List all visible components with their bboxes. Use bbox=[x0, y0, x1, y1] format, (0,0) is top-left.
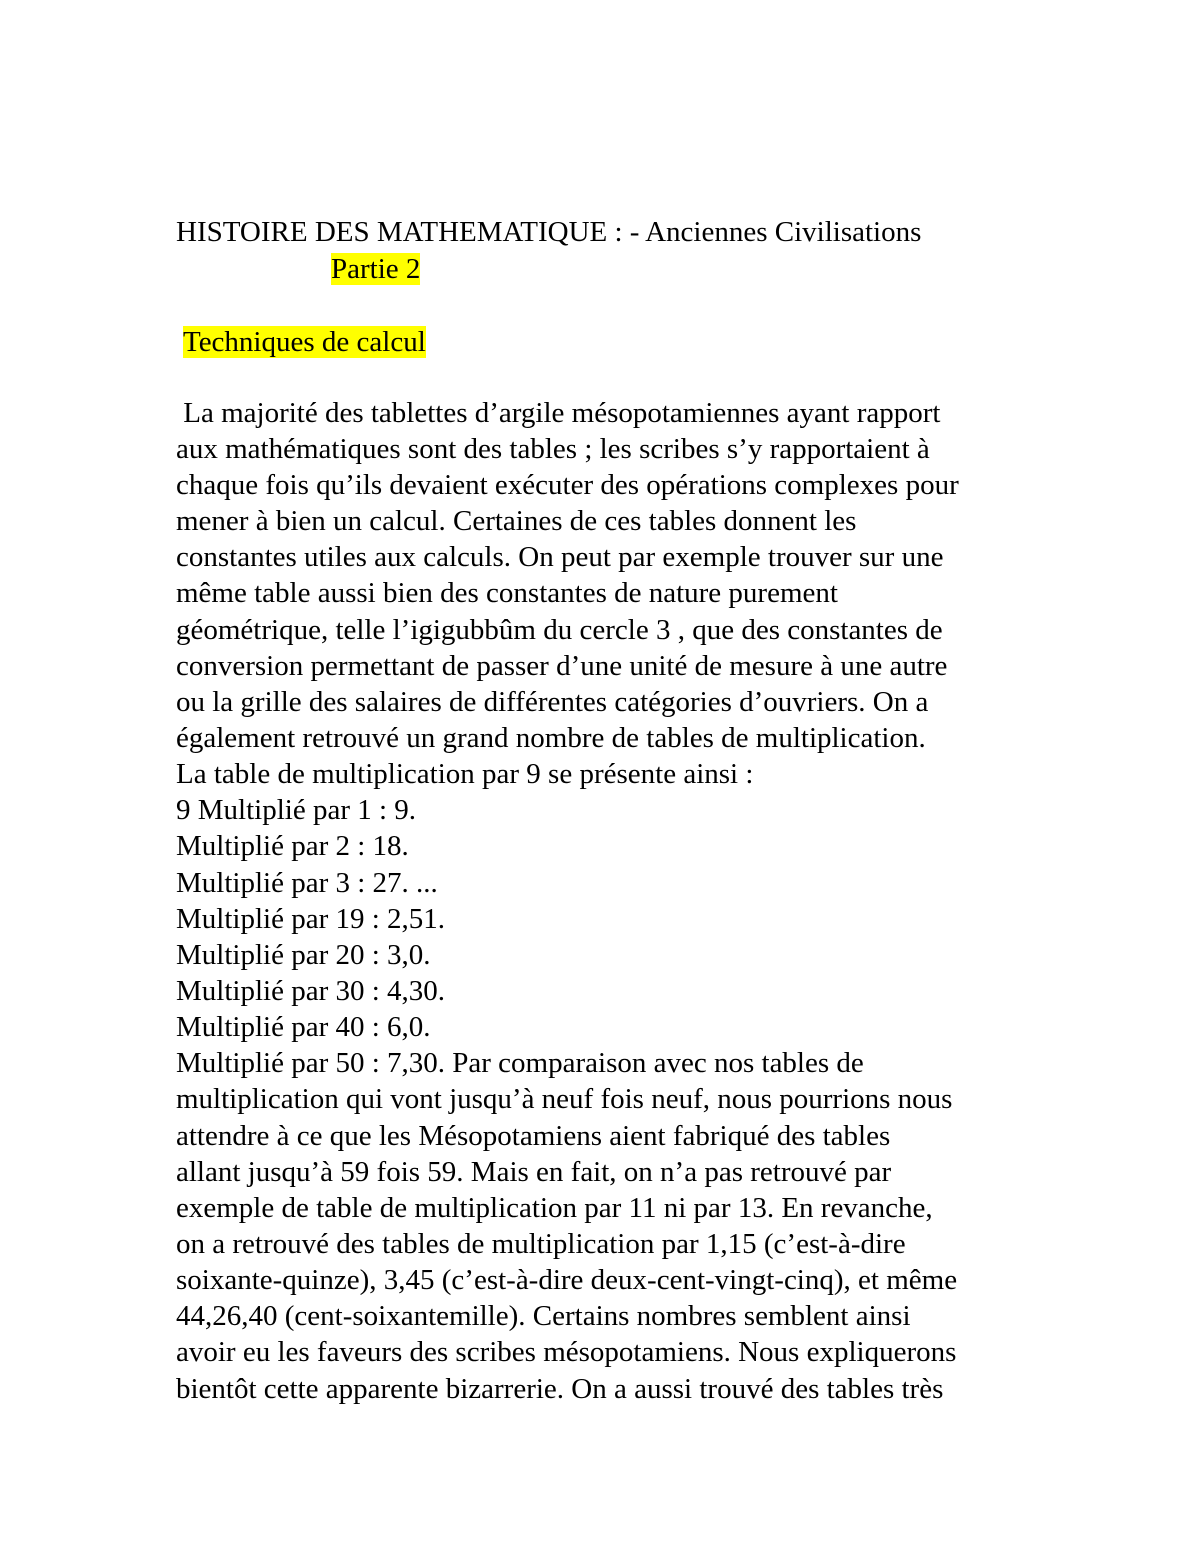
paragraph-line: même table aussi bien des constantes de nature purement bbox=[176, 577, 838, 609]
paragraph-line: Multiplié par 50 : 7,30. Par comparaison avec nos tables de bbox=[176, 1047, 864, 1079]
paragraph-line: chaque fois qu’ils devaient exécuter des opérations complexes pour bbox=[176, 469, 959, 501]
paragraph-line: Multiplié par 40 : 6,0. bbox=[176, 1011, 431, 1043]
paragraph-line: 44,26,40 (cent-soixantemille). Certains nombres semblent ainsi bbox=[176, 1300, 911, 1332]
paragraph-line: attendre à ce que les Mésopotamiens aient fabriqué des tables bbox=[176, 1120, 891, 1152]
paragraph-line: aux mathématiques sont des tables ; les scribes s’y rapportaient à bbox=[176, 433, 930, 465]
document-title: HISTOIRE DES MATHEMATIQUE : - Anciennes Civilisations bbox=[176, 216, 922, 248]
paragraph-line: soixante-quinze), 3,45 (c’est-à-dire deux-cent-vingt-cinq), et même bbox=[176, 1264, 958, 1296]
paragraph-line: Multiplié par 3 : 27. ... bbox=[176, 867, 438, 899]
paragraph-line: Multiplié par 19 : 2,51. bbox=[176, 903, 446, 935]
paragraph-line: on a retrouvé des tables de multiplication par 1,15 (c’est-à-dire bbox=[176, 1228, 906, 1260]
paragraph-line: Multiplié par 30 : 4,30. bbox=[176, 975, 446, 1007]
section-heading bbox=[183, 324, 426, 360]
paragraph-line: allant jusqu’à 59 fois 59. Mais en fait, on n’a pas retrouvé par bbox=[176, 1156, 892, 1188]
paragraph-line: multiplication qui vont jusqu’à neuf fois neuf, nous pourrions nous bbox=[176, 1083, 953, 1115]
paragraph-line: ou la grille des salaires de différentes catégories d’ouvriers. On a bbox=[176, 686, 929, 718]
paragraph-line: exemple de table de multiplication par 11 ni par 13. En revanche, bbox=[176, 1192, 933, 1224]
paragraph-line: avoir eu les faveurs des scribes mésopotamiens. Nous expliquerons bbox=[176, 1336, 957, 1368]
paragraph-line: géométrique, telle l’igigubbûm du cercle 3 , que des constantes de bbox=[176, 614, 943, 646]
part-label-text: Partie 2 bbox=[331, 253, 421, 285]
paragraph-line: constantes utiles aux calculs. On peut par exemple trouver sur une bbox=[176, 541, 944, 573]
paragraph-line: 9 Multiplié par 1 : 9. bbox=[176, 794, 417, 826]
paragraph-line: La table de multiplication par 9 se présente ainsi : bbox=[176, 758, 754, 790]
section-heading-text: Techniques de calcul bbox=[183, 326, 426, 358]
part-label bbox=[331, 251, 420, 287]
paragraph-line: conversion permettant de passer d’une unité de mesure à une autre bbox=[176, 650, 948, 682]
paragraph-line: mener à bien un calcul. Certaines de ces tables donnent les bbox=[176, 505, 857, 537]
paragraph-line: bientôt cette apparente bizarrerie. On a aussi trouvé des tables très bbox=[176, 1373, 944, 1405]
paragraph-line: La majorité des tablettes d’argile mésopotamiennes ayant rapport bbox=[176, 397, 941, 429]
paragraph-line: Multiplié par 2 : 18. bbox=[176, 830, 409, 862]
paragraph-line: également retrouvé un grand nombre de tables de multiplication. bbox=[176, 722, 926, 754]
paragraph-line: Multiplié par 20 : 3,0. bbox=[176, 939, 431, 971]
